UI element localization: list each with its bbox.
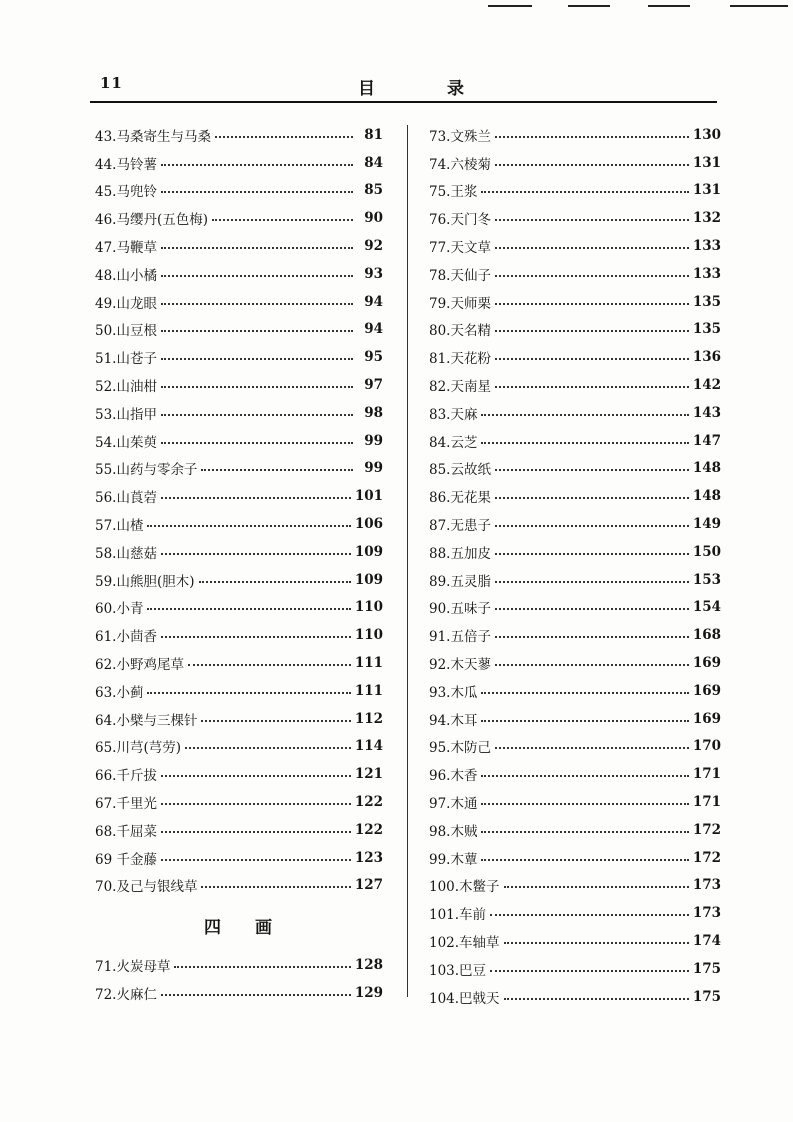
page-title-char: 目	[358, 79, 375, 99]
toc-entry-title: 76.天门冬	[429, 212, 491, 229]
toc-entry-title: 81.天花粉	[429, 351, 491, 368]
toc-entry-title: 73.文殊兰	[429, 128, 491, 145]
toc-entry-page: 112	[354, 710, 383, 727]
toc-entry-page: 175	[692, 988, 721, 1005]
toc-entry	[95, 872, 383, 900]
dot-leader	[504, 878, 689, 888]
toc-entry-page: 110	[354, 599, 383, 616]
dot-leader	[481, 767, 688, 777]
dot-leader	[495, 517, 689, 527]
toc-entry-page: 97	[364, 377, 383, 394]
toc-entry-title: 102.车轴草	[429, 935, 500, 951]
toc-entry-title: 48.山小橘	[95, 267, 157, 284]
dot-leader	[201, 878, 350, 888]
toc-entry	[429, 566, 721, 594]
toc-entry-title: 86.无花果	[429, 490, 491, 507]
toc-column-right	[429, 121, 721, 1011]
dot-leader	[161, 406, 353, 416]
toc-entry-title: 79.天师栗	[429, 295, 491, 312]
dot-leader	[161, 322, 353, 332]
section-heading-char: 画	[255, 917, 274, 938]
dot-leader	[174, 958, 350, 968]
dot-leader	[481, 684, 688, 694]
section-heading-char: 四	[204, 917, 223, 938]
toc-entry-title: 51.山苍子	[95, 351, 157, 368]
toc-entry	[429, 371, 721, 399]
toc-entry-page: 132	[692, 210, 721, 227]
toc-entry-page: 95	[364, 349, 383, 366]
toc-entry-title: 104.巴戟天	[429, 990, 500, 1007]
dot-leader	[161, 851, 351, 861]
dot-leader	[495, 128, 689, 138]
toc-entry	[429, 510, 721, 538]
dot-leader	[147, 684, 350, 694]
toc-entry	[95, 343, 383, 371]
toc-entry-title: 98.木贼	[429, 823, 478, 840]
toc-entry	[429, 594, 721, 622]
toc-entry-page: 133	[692, 238, 721, 255]
dot-leader	[161, 795, 351, 805]
toc-entry	[429, 482, 721, 510]
toc-entry-title: 67.千里光	[95, 796, 157, 813]
page-header	[0, 70, 793, 100]
toc-entry-title: 92.木天蓼	[429, 657, 491, 674]
dot-leader	[199, 573, 351, 583]
toc-entry-title: 62.小野鸡尾草	[95, 657, 184, 674]
toc-entry	[95, 121, 383, 149]
toc-entry-title: 66.千斤拔	[95, 768, 157, 785]
dot-leader	[161, 156, 353, 166]
dot-leader	[161, 267, 353, 277]
toc-entry	[95, 427, 383, 455]
toc-entry-title: 91.五倍子	[429, 629, 491, 646]
toc-entry	[95, 649, 383, 677]
page-number: 11	[100, 74, 123, 92]
dot-leader	[161, 986, 351, 996]
toc-entry	[429, 288, 721, 316]
toc-entry	[429, 149, 721, 177]
toc-entry-page: 172	[692, 849, 721, 866]
dot-leader	[161, 545, 351, 555]
toc-entry	[429, 621, 721, 649]
toc-entry	[95, 621, 383, 649]
toc-entry	[429, 788, 721, 816]
toc-entry-title: 55.山药与零余子	[95, 462, 198, 479]
toc-entry-title: 61.小茴香	[95, 629, 157, 646]
dot-leader	[481, 795, 688, 805]
dot-leader	[161, 489, 351, 499]
toc-entry-title: 101.车前	[429, 907, 487, 924]
column-divider	[407, 125, 408, 997]
toc-entry	[429, 872, 721, 900]
toc-entry	[429, 983, 721, 1011]
toc-entry	[429, 816, 721, 844]
toc-entry	[95, 232, 383, 260]
toc-entry-page: 147	[692, 432, 721, 449]
toc-entry	[95, 371, 383, 399]
toc-entry-page: 110	[354, 627, 383, 644]
top-edge-rule	[568, 5, 610, 7]
toc-entry-page: 111	[354, 682, 383, 699]
toc-entry	[95, 149, 383, 177]
toc-entry-title: 53.山指甲	[95, 406, 157, 423]
toc-entry-title: 46.马缨丹(五色梅)	[95, 212, 209, 229]
toc-entry	[429, 121, 721, 149]
dot-leader	[201, 712, 350, 722]
toc-entry-page: 106	[354, 516, 383, 533]
toc-entry-page: 101	[354, 488, 383, 505]
dot-leader	[495, 545, 689, 555]
toc-entry	[95, 979, 383, 1007]
section-heading	[95, 899, 383, 951]
toc-entry-page: 123	[354, 849, 383, 866]
toc-entry-title: 58.山慈菇	[95, 545, 157, 562]
toc-entry	[95, 260, 383, 288]
toc-entry-page: 170	[692, 738, 721, 755]
toc-entry	[429, 538, 721, 566]
toc-entry-title: 97.木通	[429, 796, 478, 813]
toc-entry-page: 121	[354, 766, 383, 783]
dot-leader	[495, 461, 689, 471]
toc-entry-page: 99	[364, 432, 383, 449]
toc-entry	[95, 399, 383, 427]
toc-entry-title: 59.山熊胆(胆木)	[95, 573, 195, 590]
dot-leader	[161, 823, 351, 833]
toc-entry-page: 109	[354, 571, 383, 588]
toc-entry	[95, 177, 383, 205]
toc-entry-title: 80.天名精	[429, 323, 491, 340]
dot-leader	[161, 295, 353, 305]
dot-leader	[495, 628, 689, 638]
toc-entry-title: 43.马桑寄生与马桑	[95, 128, 211, 145]
toc-entry-title: 89.五灵脂	[429, 573, 491, 590]
toc-entry-title: 96.木香	[429, 768, 478, 785]
toc-entry-title: 45.马兜铃	[95, 184, 157, 201]
toc-entry-title: 70.及己与银线草	[95, 879, 198, 896]
toc-entry-title: 88.五加皮	[429, 545, 491, 562]
dot-leader	[481, 823, 688, 833]
toc-entry-page: 153	[692, 571, 721, 588]
toc-entry-page: 168	[692, 627, 721, 644]
toc-entry-page: 148	[692, 488, 721, 505]
toc-entry	[429, 733, 721, 761]
toc-entry-page: 172	[692, 821, 721, 838]
dot-leader	[495, 656, 689, 666]
header-rule	[90, 101, 717, 103]
dot-leader	[481, 434, 688, 444]
dot-leader	[495, 573, 689, 583]
toc-entry-page: 85	[364, 182, 383, 199]
toc-entry	[95, 705, 383, 733]
toc-entry	[429, 705, 721, 733]
dot-leader	[201, 461, 353, 471]
dot-leader	[495, 350, 689, 360]
toc-entry-page: 149	[692, 516, 721, 533]
toc-entry-page: 169	[692, 682, 721, 699]
toc-entry-title: 83.天麻	[429, 406, 478, 423]
toc-entry-page: 92	[364, 238, 383, 255]
toc-entry-title: 100.木鳖子	[429, 879, 500, 896]
toc-entry-page: 131	[692, 154, 721, 171]
toc-entry	[95, 788, 383, 816]
toc-entry-title: 95.木防己	[429, 740, 491, 757]
dot-leader	[481, 183, 688, 193]
toc-entry-page: 174	[692, 933, 721, 949]
dot-leader	[495, 739, 689, 749]
page-title-char: 录	[447, 79, 464, 99]
toc-entry-page: 93	[364, 265, 383, 282]
toc-entry-page: 94	[364, 321, 383, 338]
toc-entry-title: 68.千屈菜	[95, 823, 157, 840]
dot-leader	[490, 962, 689, 972]
dot-leader	[161, 183, 353, 193]
dot-leader	[185, 739, 351, 749]
toc-entry-page: 142	[692, 377, 721, 394]
dot-leader	[161, 239, 353, 249]
toc-column-left	[95, 121, 383, 1007]
toc-entry	[429, 204, 721, 232]
toc-entry-page: 130	[692, 126, 721, 143]
toc-entry-title: 77.天文草	[429, 240, 491, 257]
toc-entry-page: 131	[692, 182, 721, 199]
toc-entry-title: 54.山茱萸	[95, 434, 157, 451]
dot-leader	[495, 600, 689, 610]
dot-leader	[481, 406, 688, 416]
dot-leader	[212, 211, 353, 221]
toc-entry	[429, 177, 721, 205]
toc-entry-page: 99	[364, 460, 383, 477]
toc-entry-page: 98	[364, 404, 383, 421]
toc-entry-title: 57.山楂	[95, 518, 144, 535]
toc-entry-page: 136	[692, 349, 721, 366]
toc-entry-page: 171	[692, 794, 721, 811]
dot-leader	[495, 211, 689, 221]
toc-entry-page: 122	[354, 821, 383, 838]
dot-leader	[147, 517, 350, 527]
toc-entry-page: 94	[364, 293, 383, 310]
top-edge-rule	[488, 5, 532, 7]
dot-leader	[504, 934, 689, 944]
toc-entry	[429, 649, 721, 677]
dot-leader	[147, 600, 350, 610]
toc-entry	[429, 316, 721, 344]
dot-leader	[495, 156, 689, 166]
toc-entry	[95, 677, 383, 705]
toc-entry-title: 49.山龙眼	[95, 295, 157, 312]
dot-leader	[188, 656, 351, 666]
toc-entry-page: 175	[692, 960, 721, 977]
toc-entry	[429, 427, 721, 455]
toc-entry-page: 150	[692, 543, 721, 560]
dot-leader	[495, 267, 689, 277]
toc-entry-title: 50.山豆根	[95, 323, 157, 340]
toc-entry-page: 154	[692, 599, 721, 616]
toc-entry-title: 99.木蕈	[429, 851, 478, 868]
toc-entry	[429, 260, 721, 288]
toc-entry	[95, 844, 383, 872]
toc-entry	[429, 232, 721, 260]
toc-entry	[429, 899, 721, 927]
top-edge-rule	[648, 5, 690, 7]
toc-entry	[95, 510, 383, 538]
toc-entry-page: 114	[354, 738, 383, 755]
toc-entry-page: 169	[692, 655, 721, 672]
toc-entry-title: 85.云故纸	[429, 462, 491, 479]
dot-leader	[161, 628, 351, 638]
toc-entry	[95, 288, 383, 316]
toc-entry-page: 173	[692, 877, 721, 894]
toc-entry-title: 65.川芎(芎劳)	[95, 740, 182, 757]
toc-entry-page: 169	[692, 710, 721, 727]
toc-entry-page: 135	[692, 293, 721, 310]
dot-leader	[161, 378, 353, 388]
top-edge-rule	[730, 5, 788, 7]
toc-entry-page: 135	[692, 321, 721, 338]
dot-leader	[504, 990, 689, 1000]
toc-entry	[429, 399, 721, 427]
toc-entry-title: 52.山油柑	[95, 379, 157, 396]
toc-entry	[429, 677, 721, 705]
toc-entry	[429, 955, 721, 983]
dot-leader	[161, 767, 351, 777]
toc-entry	[95, 816, 383, 844]
toc-entry-title: 82.天南星	[429, 379, 491, 396]
toc-entry	[95, 538, 383, 566]
dot-leader	[481, 851, 688, 861]
toc-entry-page: 84	[364, 154, 383, 171]
toc-entry-title: 75.王浆	[429, 184, 478, 201]
toc-entry	[95, 566, 383, 594]
toc-entry-page: 122	[354, 794, 383, 811]
toc-entry-title: 87.无患子	[429, 518, 491, 535]
toc-entry-page: 143	[692, 404, 721, 421]
toc-entry-title: 63.小蓟	[95, 684, 144, 701]
dot-leader	[495, 295, 689, 305]
toc-entry	[429, 455, 721, 483]
dot-leader	[161, 350, 353, 360]
toc-entry	[95, 482, 383, 510]
dot-leader	[161, 434, 353, 444]
toc-entry-page: 90	[364, 210, 383, 227]
toc-entry-title: 64.小檗与三棵针	[95, 712, 198, 729]
toc-entry	[429, 343, 721, 371]
toc-entry-title: 69 千金藤	[95, 851, 157, 868]
dot-leader	[490, 906, 689, 916]
toc-entry-page: 171	[692, 766, 721, 783]
toc-entry-title: 94.木耳	[429, 712, 478, 729]
toc-entry	[429, 760, 721, 788]
toc-entry-page: 133	[692, 265, 721, 282]
toc-entry-title: 71.火炭母草	[95, 959, 171, 976]
toc-entry-title: 78.天仙子	[429, 267, 491, 284]
dot-leader	[495, 239, 689, 249]
toc-entry	[95, 760, 383, 788]
toc-entry	[95, 594, 383, 622]
toc-entry-page: 111	[354, 655, 383, 672]
toc-entry	[95, 455, 383, 483]
toc-entry-title: 74.六棱菊	[429, 156, 491, 173]
toc-entry-title: 56.山莨菪	[95, 490, 157, 507]
toc-entry-title: 103.巴豆	[429, 962, 487, 979]
toc-entry-title: 47.马鞭草	[95, 240, 157, 257]
dot-leader	[481, 712, 688, 722]
dot-leader	[495, 378, 689, 388]
toc-entry	[95, 951, 383, 979]
toc-entry-page: 173	[692, 905, 721, 922]
toc-entry-page: 128	[354, 957, 383, 974]
dot-leader	[495, 322, 689, 332]
toc-entry-page: 127	[354, 877, 383, 894]
toc-entry-title: 60.小青	[95, 601, 144, 618]
toc-entry-title: 84.云芝	[429, 434, 478, 451]
toc-entry	[429, 844, 721, 872]
dot-leader	[495, 489, 689, 499]
dot-leader	[215, 128, 353, 138]
toc-entry-page: 109	[354, 543, 383, 560]
toc-entry-title: 72.火麻仁	[95, 987, 157, 1003]
toc-entry	[429, 927, 721, 955]
toc-entry	[95, 733, 383, 761]
toc-entry	[95, 204, 383, 232]
toc-entry-page: 81	[364, 126, 383, 143]
toc-entry-page: 129	[354, 985, 383, 1001]
toc-entry	[95, 316, 383, 344]
toc-entry-title: 90.五味子	[429, 601, 491, 618]
toc-entry-title: 44.马铃薯	[95, 156, 157, 173]
toc-entry-title: 93.木瓜	[429, 684, 478, 701]
toc-entry-page: 148	[692, 460, 721, 477]
